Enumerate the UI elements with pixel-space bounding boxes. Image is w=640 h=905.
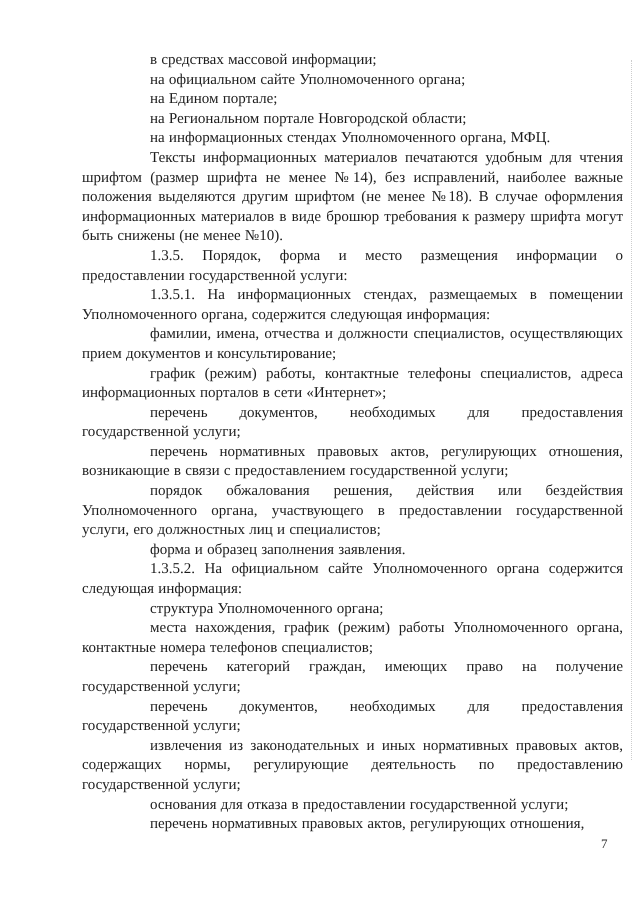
paragraph: перечень нормативных правовых актов, регулирующих отношения, возникающие в связи с предоставлением государственной услуги; — [82, 443, 623, 480]
paragraph: на Региональном портале Новгородской области; — [150, 110, 467, 127]
paragraph: основания для отказа в предоставлении государственной услуги; — [150, 796, 569, 813]
paragraph-section-heading: 1.3.5.1. На информационных стендах, размещаемых в помещении Уполномоченного органа, содержится следующая информация: — [82, 287, 623, 323]
page-number: 7 — [601, 836, 608, 851]
paragraph: извлечения из законодательных и иных нормативных правовых актов, содержащих нормы, регулирующие деятельность по предоставлению государственной услуги; — [82, 737, 623, 793]
paragraph: график (режим) работы, контактные телефоны специалистов, адреса информационных порталов в сети «Интернет»; — [82, 365, 623, 402]
paragraph: на информационных стендах Уполномоченного органа, МФЦ. — [150, 130, 551, 147]
paragraph: перечень документов, необходимых для предоставления государственной услуги; — [82, 404, 623, 441]
paragraph: форма и образец заполнения заявления. — [150, 541, 406, 558]
scan-artifact-line — [631, 60, 632, 760]
paragraph: Тексты информационных материалов печатаются удобным для чтения шрифтом (размер шрифта не менее №14), без исправлений, наиболее важные положения выделяются другим шрифтом (не менее №18). В случае оформления информационных материалов в виде брошюр требования к размеру шрифта могут быть снижены (не менее №10). — [82, 149, 623, 245]
paragraph: структура Уполномоченного органа; — [150, 600, 384, 617]
paragraph: перечень категорий граждан, имеющих право на получение государственной услуги; — [82, 659, 623, 695]
paragraph: места нахождения, график (режим) работы Уполномоченного органа, контактные номера телефонов специалистов; — [82, 620, 623, 656]
paragraph: фамилии, имена, отчества и должности специалистов, осуществляющих прием документов и консультирование; — [82, 326, 623, 362]
paragraph-section-heading: 1.3.5. Порядок, форма и место размещения информации о предоставлении государственной услуги: — [82, 247, 623, 284]
paragraph: на Едином портале; — [150, 91, 278, 108]
paragraph: в средствах массовой информации; — [150, 52, 377, 68]
paragraph-section-heading: 1.3.5.2. На официальном сайте Уполномоченного органа содержится следующая информация: — [82, 561, 623, 598]
paragraph: перечень документов, необходимых для предоставления государственной услуги; — [82, 698, 623, 735]
paragraph: на официальном сайте Уполномоченного органа; — [150, 71, 466, 88]
paragraph: перечень нормативных правовых актов, регулирующих отношения, — [150, 816, 585, 833]
document-body — [82, 51, 623, 835]
paragraph: порядок обжалования решения, действия или бездействия Уполномоченного органа, участвующего в предоставлении государственной услуги, его должностных лиц и специалистов; — [82, 483, 623, 539]
